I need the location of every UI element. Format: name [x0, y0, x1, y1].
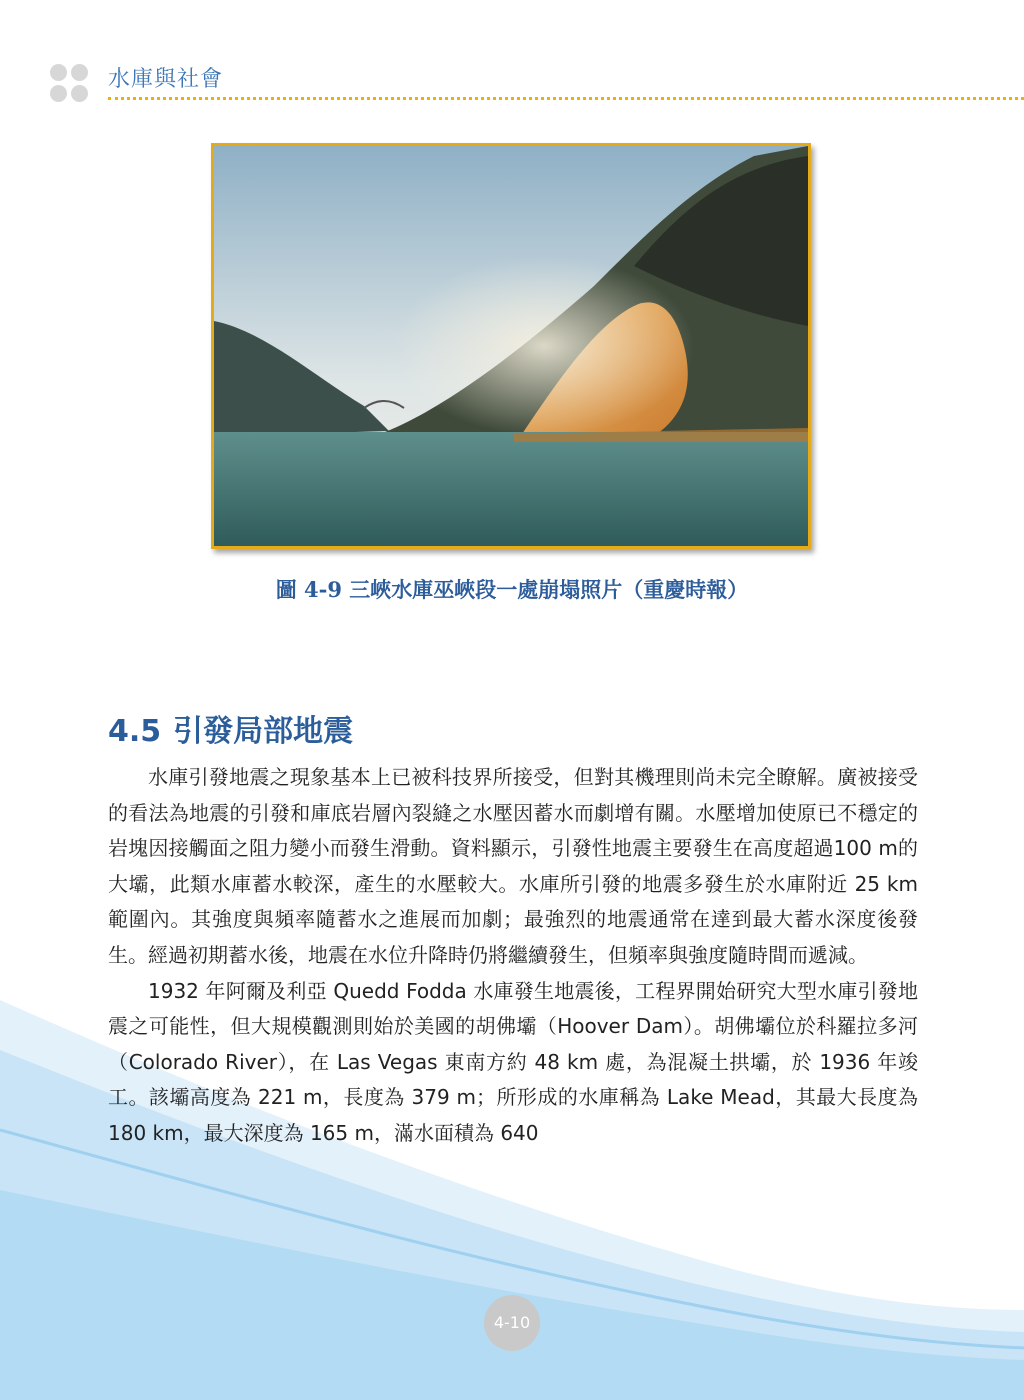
section-heading: [108, 706, 353, 750]
landslide-photo-illustration: [214, 146, 808, 546]
paragraph: 水庫引發地震之現象基本上已被科技界所接受，但對其機理則尚未完全瞭解。廣被接受的看法為地震的引發和庫底岩層內裂縫之水壓因蓄水而劇增有關。水壓增加使原已不穩定的岩塊因接觸面之阻力變小而發生滑動。資料顯示，引發性地震主要發生在高度超過100 m的大壩，此類水庫蓄水較深，產生的水壓較大。水庫所引發的地震多發生於水庫附近 25 km 範圍內。其強度與頻率隨蓄水之進展而加劇；最強烈的地震通常在達到最大蓄水深度後發生。經過初期蓄水後，地震在水位升降時仍將繼續發生，但頻率與強度隨時間而遞減。: [108, 765, 918, 967]
logo-dot: [71, 64, 88, 81]
section-number: 4.5: [108, 714, 162, 749]
header-logo-dots: [50, 64, 90, 104]
logo-dot: [50, 64, 67, 81]
running-header-title: 水庫與社會: [108, 67, 224, 92]
logo-dot: [50, 85, 67, 102]
body-text: [108, 760, 918, 1152]
paragraph: 1932 年阿爾及利亞 Quedd Fodda 水庫發生地震後，工程界開始研究大型水庫引發地震之可能性，但大規模觀測則始於美國的胡佛壩（Hoover Dam）。胡佛壩位於科羅拉多河（Colorado River），在 Las Vegas 東南方約 48 km 處，為混凝土拱壩，於 1936 年竣工。該壩高度為 221 m，長度為 379 m；所形成的水庫稱為 Lake Mead，其最大長度為 180 km，最大深度為 165 m，滿水面積為 640: [108, 978, 918, 1145]
header-dotted-rule: [108, 97, 1024, 100]
landslide-photo: [211, 143, 811, 549]
section-title: 引發局部地震: [173, 714, 354, 749]
page-number-badge: 4-10: [484, 1295, 540, 1351]
figure-caption: 圖 4-9 三峽水庫巫峽段一處崩塌照片（重慶時報）: [275, 577, 749, 602]
logo-dot: [71, 85, 88, 102]
